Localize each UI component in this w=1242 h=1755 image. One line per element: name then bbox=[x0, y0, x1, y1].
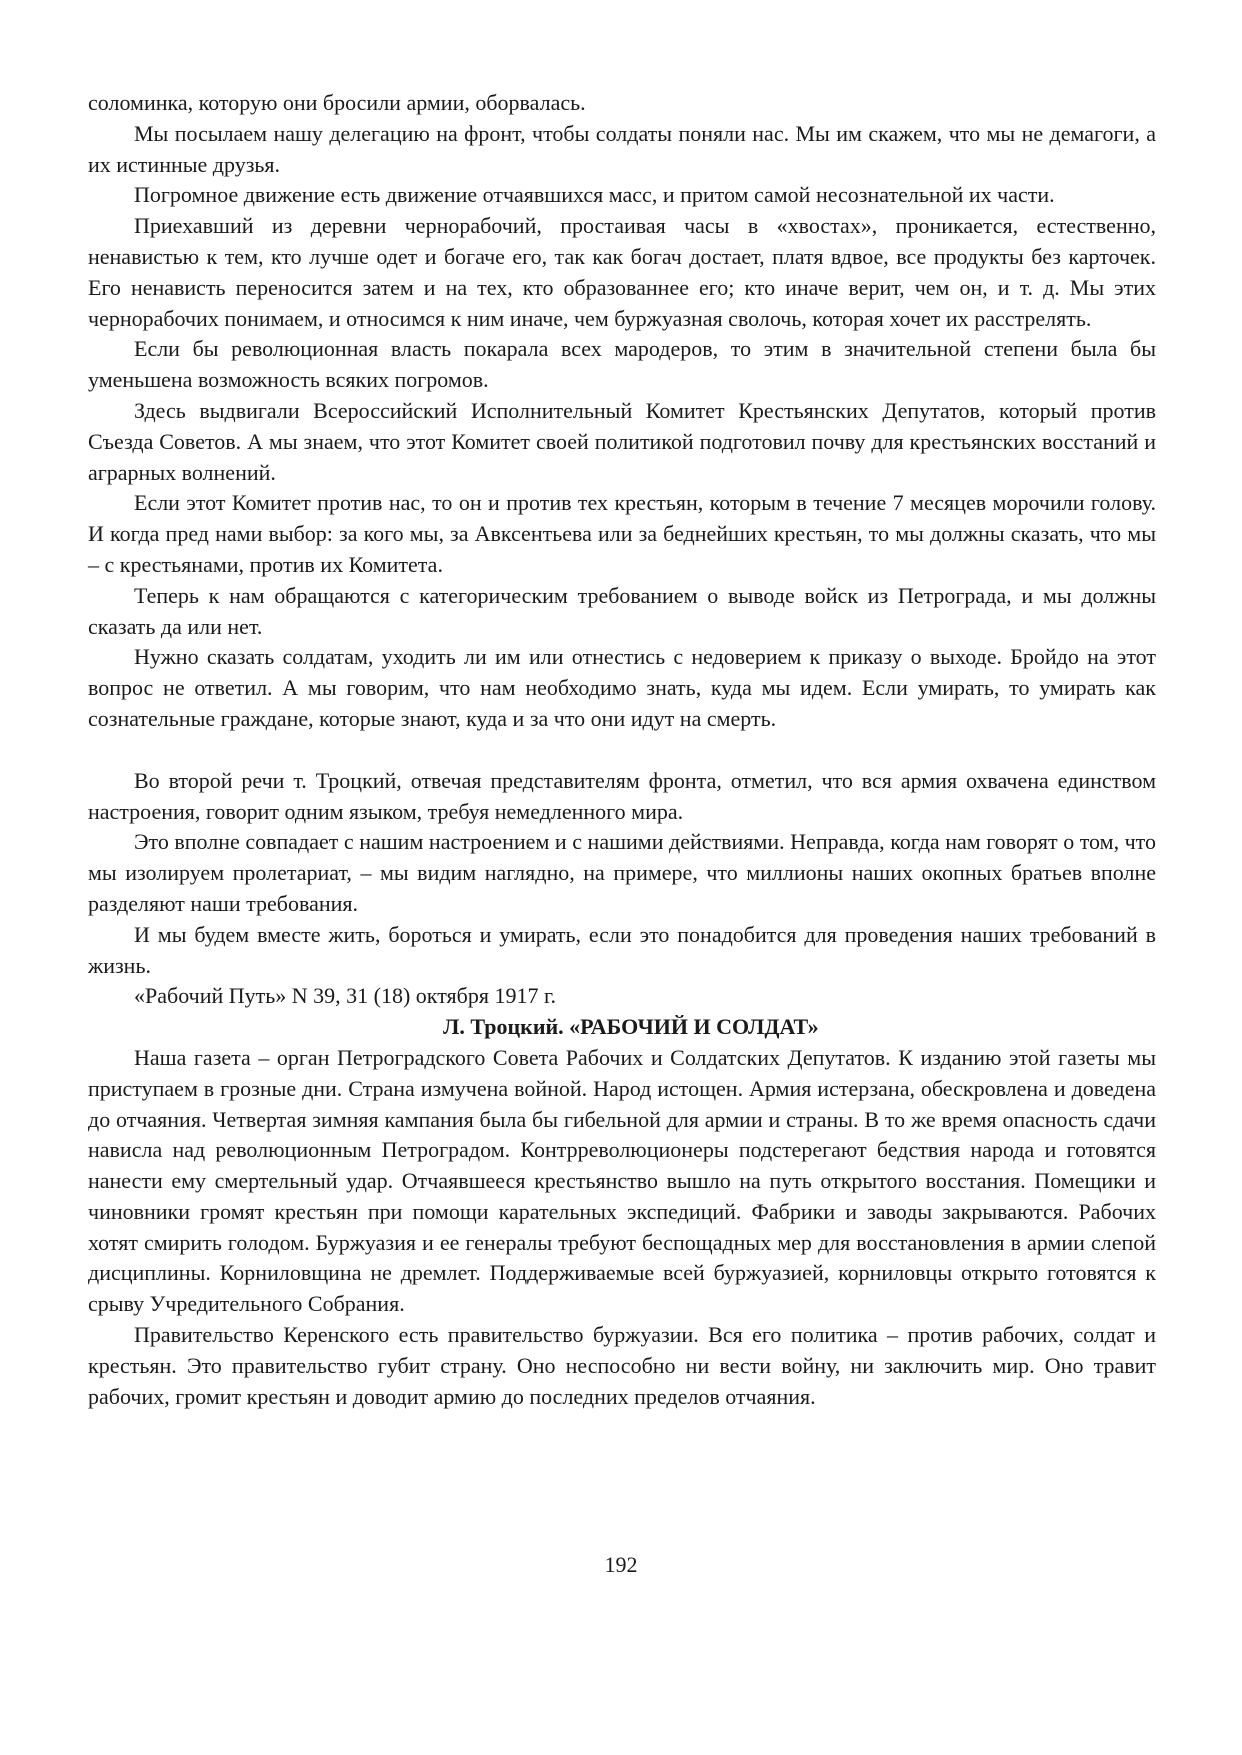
source-citation: «Рабочий Путь» N 39, 31 (18) октября 1917 г. bbox=[134, 983, 557, 1009]
paragraph: Если бы революционная власть покарала всех мародеров, то этим в значительной степени была бы уменьшена возможность всяких погромов. bbox=[88, 336, 1156, 393]
paragraph: Теперь к нам обращаются с категорическим требованием о выводе войск из Петрограда, и мы должны сказать да или нет. bbox=[88, 582, 1156, 639]
page-body bbox=[88, 88, 1156, 1412]
paragraph: соломинка, которую они бросили армии, оборвалась. bbox=[88, 90, 586, 115]
paragraph: Если этот Комитет против нас, то он и против тех крестьян, которым в течение 7 месяцев морочили голову. И когда пред нами выбор: за кого мы, за Авксентьева или за беднейших крестьян, то мы должны сказать, что мы – с крестьянами, против их Комитета. bbox=[88, 490, 1156, 577]
paragraph: Нужно сказать солдатам, уходить ли им или отнестись с недоверием к приказу о выходе. Бройдо на этот вопрос не ответил. А мы говорим, что нам необходимо знать, куда мы идем. Если умирать, то умирать как сознательные граждане, которые знают, куда и за что они идут на смерть. bbox=[88, 644, 1156, 731]
paragraph: Погромное движение есть движение отчаявшихся масс, и притом самой несознательной их части. bbox=[134, 182, 1055, 208]
article-heading: Л. Троцкий. «РАБОЧИЙ И СОЛДАТ» bbox=[443, 1014, 819, 1040]
paragraph: Правительство Керенского есть правительство буржуазии. Вся его политика – против рабочих, солдат и крестьян. Это правительство губит страну. Оно неспособно ни вести войну, ни заключить мир. Оно травит рабочих, громит крестьян и доводит армию до последних пределов отчаяния. bbox=[88, 1322, 1156, 1409]
section-gap bbox=[88, 735, 1156, 766]
paragraph: Наша газета – орган Петроградского Совета Рабочих и Солдатских Депутатов. К изданию этой газеты мы приступаем в грозные дни. Страна измучена войной. Народ истощен. Армия истерзана, обескровлена и доведена до отчаяния. Четвертая зимняя кампания была бы гибельной для армии и страны. В то же время опасность сдачи нависла над революционным Петроградом. Контрреволюционеры подстерегают бедствия народа и готовятся нанести ему смертельный удар. Отчаявшееся крестьянство вышло на путь открытого восстания. Помещики и чиновники громят крестьян при помощи карательных экспедиций. Фабрики и заводы закрываются. Рабочих хотят смирить голодом. Буржуазия и ее генералы требуют беспощадных мер для восстановления в армии слепой дисциплины. Корниловщина не дремлет. Поддерживаемые всей буржуазией, корниловцы открыто готовятся к срыву Учредительного Собрания. bbox=[88, 1044, 1156, 1317]
paragraph: Приехавший из деревни чернорабочий, простаивая часы в «хвостах», проникается, естественно, ненавистью к тем, кто лучше одет и богаче его, так как богач достает, платя вдвое, все продукты без карточек. Его ненависть переносится затем и на тех, кто образованнее его; кто иначе верит, чем он, и т. д. Мы этих чернорабочих понимаем, и относимся к ним иначе, чем буржуазная сволочь, которая хочет их расстрелять. bbox=[88, 213, 1156, 331]
paragraph: Это вполне совпадает с нашим настроением и с нашими действиями. Неправда, когда нам говорят о том, что мы изолируем пролетариат, – мы видим наглядно, на примере, что миллионы наших окопных братьев вполне разделяют наши требования. bbox=[88, 829, 1156, 916]
paragraph: И мы будем вместе жить, бороться и умирать, если это понадобится для проведения наших требований в жизнь. bbox=[88, 921, 1156, 978]
paragraph: Мы посылаем нашу делегацию на фронт, чтобы солдаты поняли нас. Мы им скажем, что мы не демагоги, а их истинные друзья. bbox=[88, 120, 1156, 177]
page-number: 192 bbox=[604, 1552, 638, 1577]
paragraph: Во второй речи т. Троцкий, отвечая представителям фронта, отметил, что вся армия охвачена единством настроения, говорит одним языком, требуя немедленного мира. bbox=[88, 767, 1156, 824]
paragraph: Здесь выдвигали Всероссийский Исполнительный Комитет Крестьянских Депутатов, который против Съезда Советов. А мы знаем, что этот Комитет своей политикой подготовил почву для крестьянских восстаний и аграрных волнений. bbox=[88, 397, 1156, 485]
